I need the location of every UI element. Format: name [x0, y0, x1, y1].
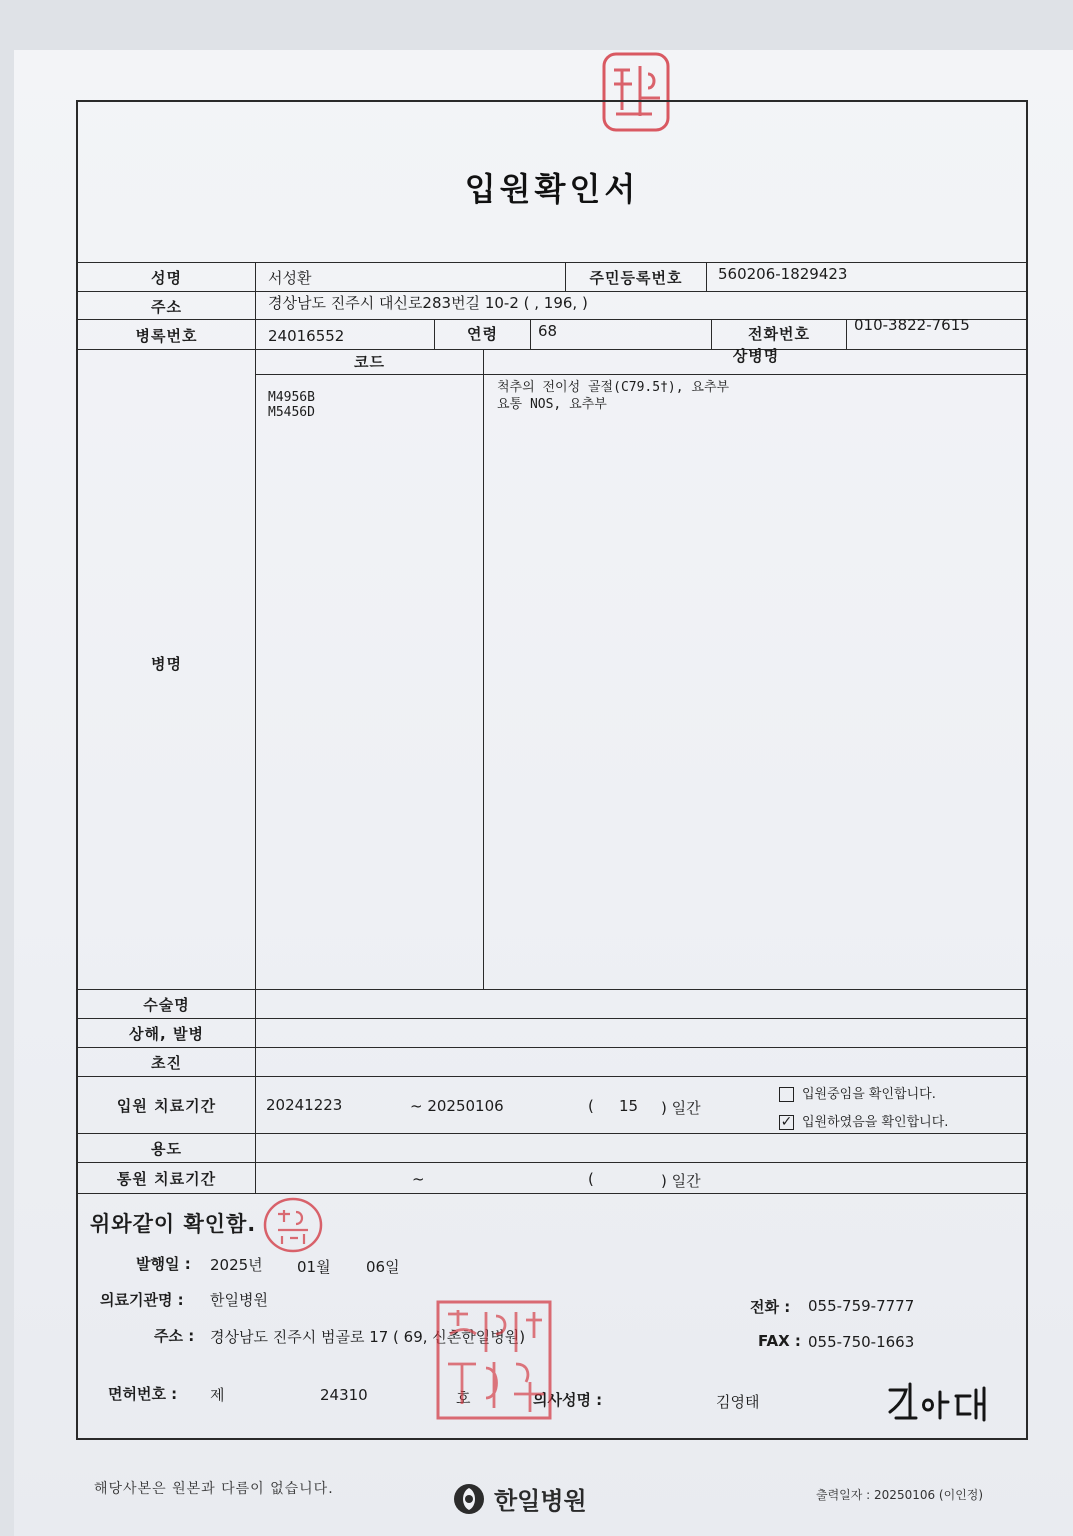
diagnosis-code-list: [268, 390, 315, 420]
inpatient-end-date: ~ 20250106: [410, 1097, 504, 1115]
doctor-signature: [884, 1378, 994, 1424]
inpatient-period-label: 입원 치료기간: [116, 1096, 217, 1115]
purpose-label: 용도: [151, 1139, 182, 1158]
hospital-logo-text: 한일병원: [494, 1487, 587, 1515]
hospital-logo-icon: [452, 1482, 486, 1516]
issue-day: 06일: [366, 1258, 400, 1276]
hospital-address-label: 주소 :: [154, 1327, 195, 1345]
hospital-fax-label: FAX :: [758, 1332, 801, 1350]
issue-year: 2025년: [210, 1256, 263, 1274]
hospital-official-seal: [434, 1298, 554, 1422]
inpatient-days: 15: [619, 1097, 639, 1115]
first-visit-label: 초진: [151, 1053, 182, 1072]
diagnosis-code: M4956B: [268, 390, 315, 405]
patient-age: 68: [538, 322, 558, 340]
hospital-logo: [452, 1481, 587, 1516]
diagnosis-name-list: [497, 379, 729, 413]
code-header: 코드: [354, 352, 385, 371]
diagnosis-code: M5456D: [268, 405, 315, 420]
copy-note: 해당사본은 원본과 다름이 없습니다.: [94, 1481, 334, 1497]
currently-admitted-text: 입원중임을 확인합니다.: [802, 1087, 936, 1102]
doctor-label: 의사성명 :: [533, 1391, 603, 1409]
issue-date-label: 발행일 :: [136, 1255, 191, 1273]
hospital-address: 경상남도 진주시 범골로 17 ( 69, 신촌한일병원): [210, 1328, 526, 1346]
patient-name: 서성환: [268, 269, 312, 287]
injury-label: 상해, 발병: [129, 1024, 204, 1043]
currently-admitted-checkbox[interactable]: [779, 1087, 794, 1102]
name-label: 성명: [151, 269, 182, 287]
rrn-label: 주민등록번호: [589, 269, 683, 287]
inpatient-days-unit: ) 일간: [661, 1099, 701, 1117]
hospital-phone-label: 전화 :: [750, 1298, 791, 1316]
license-number: 24310: [320, 1386, 368, 1404]
hospital-phone: 055-759-7777: [808, 1297, 915, 1315]
inpatient-open-paren: (: [588, 1097, 594, 1115]
was-admitted-text: 입원하였음을 확인합니다.: [802, 1115, 949, 1130]
confirmation-statement: 위와같이 확인함.: [90, 1212, 257, 1236]
age-label: 연령: [467, 324, 498, 343]
outpatient-tilde: ~: [412, 1170, 425, 1188]
patient-phone: 010-3822-7615: [854, 316, 970, 334]
phone-label: 전화번호: [748, 324, 810, 343]
inpatient-start-date: 20241223: [266, 1096, 343, 1114]
document-title: 입원확인서: [464, 170, 640, 208]
outpatient-days-unit: ) 일간: [661, 1172, 701, 1190]
record-number: 24016552: [268, 327, 345, 345]
institution-name: 한일병원: [210, 1291, 268, 1309]
license-label: 면허번호 :: [108, 1385, 178, 1403]
option-was-admitted: [779, 1111, 948, 1130]
license-suffix: 호: [456, 1389, 471, 1407]
hospital-fax: 055-750-1663: [808, 1333, 915, 1351]
diagnosis-name: 요통 NOS, 요추부: [497, 397, 607, 412]
license-prefix: 제: [210, 1386, 225, 1404]
address-label: 주소: [151, 297, 182, 316]
option-currently-admitted: [779, 1083, 936, 1102]
small-hospital-seal: [262, 1196, 324, 1254]
outpatient-open-paren: (: [588, 1170, 594, 1188]
diagnosis-name: 척추의 전이성 골절(C79.5†), 요추부: [497, 380, 730, 395]
record-label: 병록번호: [135, 326, 198, 345]
issue-month: 01월: [297, 1258, 331, 1276]
diagnosis-label: 병명: [151, 654, 182, 673]
diagnosis-name-header: 상병명: [732, 346, 780, 365]
surgery-label: 수술명: [143, 995, 190, 1014]
patient-address: 경상남도 진주시 대신로283번길 10-2 ( , 196, ): [268, 293, 588, 312]
doctor-name: 김영태: [716, 1393, 760, 1411]
outpatient-period-label: 통원 치료기간: [116, 1169, 217, 1188]
institution-label: 의료기관명 :: [100, 1291, 184, 1309]
print-info: 출력일자 : 20250106 (이인정): [816, 1488, 984, 1502]
patient-rrn: 560206-1829423: [718, 264, 848, 283]
was-admitted-checkbox[interactable]: ✓: [780, 1114, 793, 1130]
